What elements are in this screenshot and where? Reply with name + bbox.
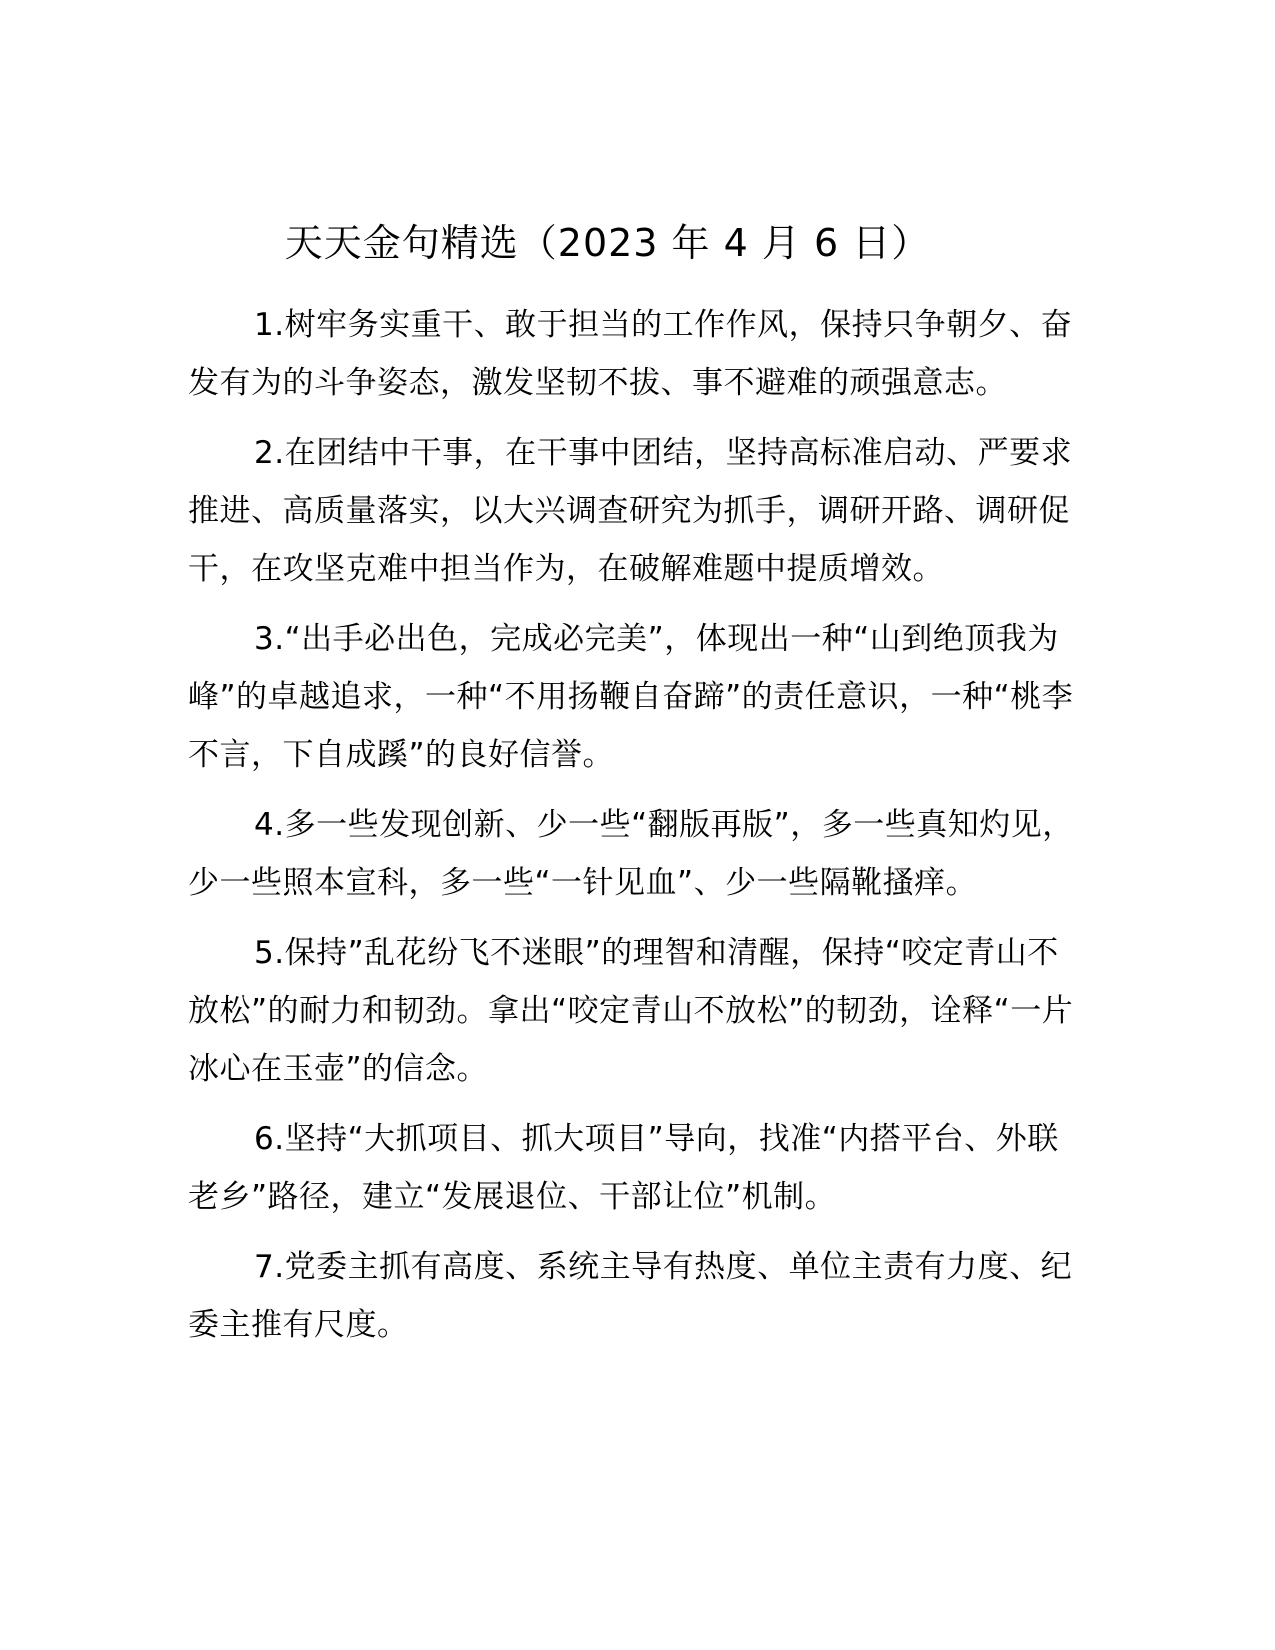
document-body [188,296,1088,1366]
paragraph-2: 2.在团结中干事，在干事中团结，坚持高标准启动、严要求推进、高质量落实，以大兴调查研究为抓手，调研开路、调研促干，在攻坚克难中担当作为，在破解难题中提质增效。 [188,435,1073,587]
document-title: 天天金句精选（2023 年 4 月 6 日） [284,221,931,265]
paragraph-7: 7.党委主抓有高度、系统主导有热度、单位主责有力度、纪委主推有尺度。 [188,1249,1073,1343]
paragraph-6: 6.坚持“大抓项目、抓大项目”导向，找准“内搭平台、外联老乡”路径，建立“发展退位、干部让位”机制。 [188,1121,1059,1215]
paragraph-4: 4.多一些发现创新、少一些“翻版再版”，多一些真知灼见，少一些照本宣科，多一些“一针见血”、少一些隔靴搔痒。 [188,807,1074,901]
paragraph-5: 5.保持”乱花纷飞不迷眼”的理智和清醒，保持“咬定青山不放松”的耐力和韧劲。拿出“咬定青山不放松”的韧劲，诠释“一片冰心在玉壶”的信念。 [188,935,1074,1087]
paragraph-3: 3.“出手必出色，完成必完美”，体现出一种“山到绝顶我为峰”的卓越追求，一种“不用扬鞭自奋蹄”的责任意识，一种“桃李不言，下自成蹊”的良好信誉。 [188,621,1074,773]
paragraph-1: 1.树牢务实重干、敢于担当的工作作风，保持只争朝夕、奋发有为的斗争姿态，激发坚韧不拔、事不避难的顽强意志。 [188,307,1073,401]
